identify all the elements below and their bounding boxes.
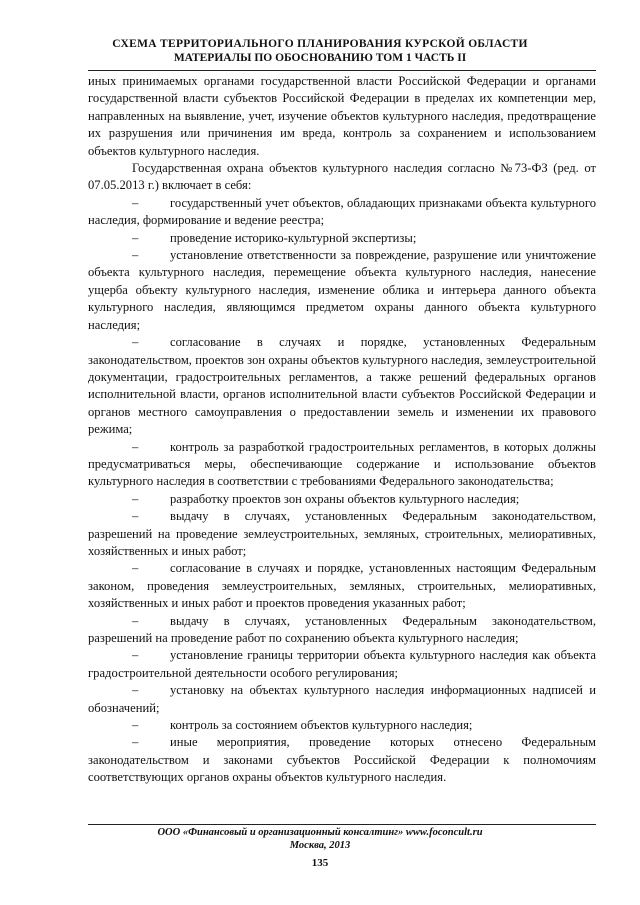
list-item (88, 439, 596, 491)
list-item-text: согласование в случаях и порядке, установленных настоящим Федеральным законом, проведения землеустроительных, земляных, строительных, мелиоративных, хозяйственных и иных работ и проектов проведения указанных работ; (88, 561, 596, 611)
header-title: СХЕМА ТЕРРИТОРИАЛЬНОГО ПЛАНИРОВАНИЯ КУРСКОЙ ОБЛАСТИ (112, 38, 528, 50)
list-item (88, 560, 596, 612)
dash-bullet: – (132, 648, 139, 663)
footer-divider (88, 824, 596, 825)
dash-bullet: – (132, 683, 139, 698)
list-item-text: установление границы территории объекта культурного наследия как объекта градостроительной деятельности особого регулирования; (88, 648, 596, 680)
list-item (88, 734, 596, 786)
list-item-text: разработку проектов зон охраны объектов культурного наследия; (170, 491, 520, 506)
dash-bullet: – (132, 248, 139, 263)
list-item-text: согласование в случаях и порядке, установленных Федеральным законодательством, проектов зон охраны объектов культурного наследия, землеустроительной документации, градостроительных регламентов, а также решений федеральных органов исполнительной власти, органов исполнительной власти субъектов Российской Федерации и органов местного самоуправления о предоставлении земель и изменении их правового режима; (88, 335, 596, 437)
list-item-text: выдачу в случаях, установленных Федеральным законодательством, разрешений на проведение работ по сохранению объекта культурного наследия; (88, 613, 596, 645)
list-item-text: выдачу в случаях, установленных Федеральным законодательством, разрешений на проведение землеустроительных, земляных, строительных, мелиоративных, хозяйственных и иных работ; (88, 509, 596, 558)
list-item-text: государственный учет объектов, обладающих признаками объекта культурного наследия, формирование и ведение реестра; (88, 195, 596, 228)
document-body (88, 73, 596, 787)
page-number: 135 (311, 857, 329, 869)
list-item (88, 247, 596, 334)
footer-company: ООО «Финансовый и организационный консалтинг» www.foconcult.ru (157, 827, 483, 838)
page-header (0, 37, 640, 65)
dash-bullet: – (132, 735, 139, 750)
dash-bullet: – (132, 335, 139, 350)
dash-bullet: – (132, 561, 139, 576)
footer-city-year: Москва, 2013 (289, 840, 351, 851)
dash-bullet: – (132, 509, 139, 524)
page-footer (0, 826, 640, 852)
list-item-text: иные мероприятия, проведение которых отнесено Федеральным законодательством и законами субъектов Российской Федерации к полномочиям соответствующих органов охраны объектов культурного наследия. (88, 735, 596, 785)
header-divider (88, 70, 596, 71)
list-item (88, 613, 596, 648)
dash-bullet: – (132, 613, 139, 628)
list-item (88, 647, 596, 682)
list-item (88, 195, 596, 230)
dash-bullet: – (132, 718, 139, 733)
intro-paragraph: иных принимаемых органами государственной власти Российской Федерации и органами государственной власти субъектов Российской Федерации в пределах их компетенции мер, направленных на выявление, учет, изучение объектов культурного наследия, предотвращение их разрушения или причинения им вреда, контроль за сохранением и использованием объектов культурного наследия. (88, 74, 596, 158)
dash-bullet: – (132, 491, 139, 506)
list-item-text: проведение историко-культурной экспертизы; (170, 230, 417, 245)
list-item (88, 230, 596, 247)
measures-list (88, 195, 596, 787)
list-item (88, 491, 596, 508)
list-item-text: установку на объектах культурного наследия информационных надписей и обозначений; (88, 683, 596, 715)
dash-bullet: – (132, 195, 139, 210)
list-item (88, 334, 596, 438)
dash-bullet: – (132, 439, 139, 454)
list-item-text: контроль за состоянием объектов культурного наследия; (170, 718, 473, 733)
list-item (88, 717, 596, 734)
header-subtitle: МАТЕРИАЛЫ ПО ОБОСНОВАНИЮ ТОМ 1 ЧАСТЬ II (173, 52, 467, 64)
list-item (88, 508, 596, 560)
list-item-text: установление ответственности за повреждение, разрушение или уничтожение объекта культурного наследия, перемещение объекта культурного наследия, нанесение ущерба объекту культурного наследия, изменение облика и интерьера данного объекта культурного наследия, являющимся предметом охраны данного объекта культурного наследия; (88, 248, 596, 332)
dash-bullet: – (132, 230, 139, 245)
list-item (88, 682, 596, 717)
lead-paragraph: Государственная охрана объектов культурного наследия согласно №73-ФЗ (ред. от 07.05.2013 г.) включает в себя: (88, 161, 596, 193)
list-item-text: контроль за разработкой градостроительных регламентов, в которых должны предусматриваться меры, обеспечивающие содержание и использование объектов культурного наследия в соответствии с требованиями Федерального законодательства; (88, 439, 596, 489)
